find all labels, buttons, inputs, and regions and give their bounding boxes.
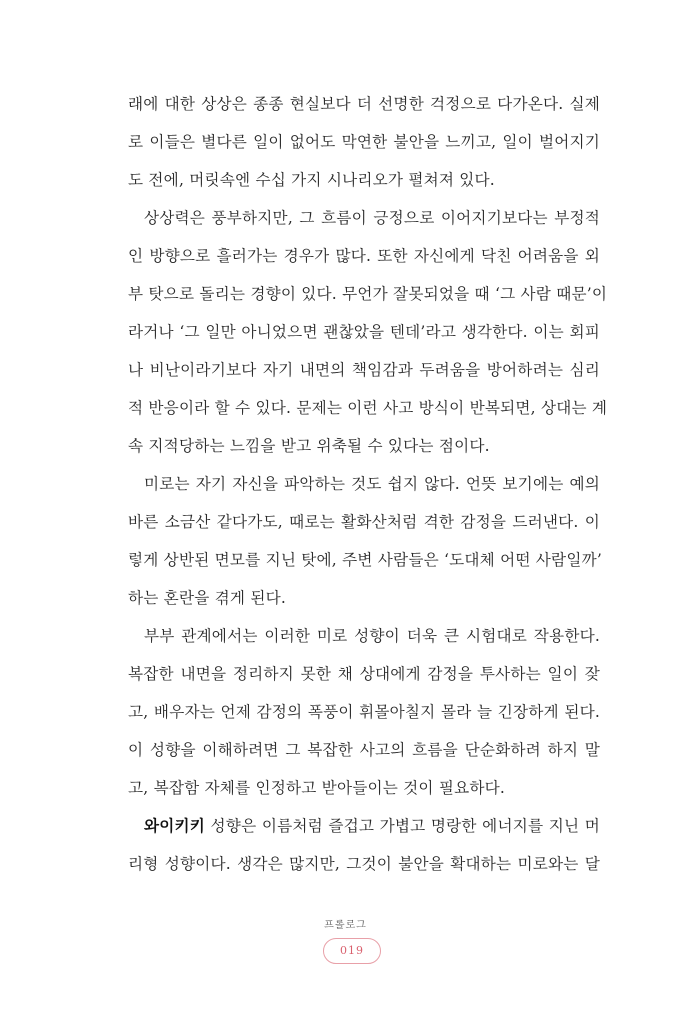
text-line: 고, 복잡함 자체를 인정하고 받아들이는 것이 필요하다.: [128, 779, 506, 797]
text-line: 이 성향을 이해하려면 그 복잡한 사고의 흐름을 단순화하려 하지 말: [128, 741, 600, 759]
text-span: 성향은 이름처럼 즐겁고 가볍고 명랑한 에너지를 지닌 머: [205, 817, 600, 835]
text-line: 나 비난이라기보다 자기 내면의 책임감과 두려움을 방어하려는 심리: [128, 361, 600, 379]
text-line: 인 방향으로 흘러가는 경우가 많다. 또한 자신에게 닥친 어려움을 외: [128, 247, 600, 265]
text-line: 렇게 상반된 면모를 지닌 탓에, 주변 사람들은 ‘도대체 어떤 사람일까’: [128, 551, 602, 569]
page-number: 019: [323, 938, 381, 964]
text-line: 부 탓으로 돌리는 경향이 있다. 무언가 잘못되었을 때 ‘그 사람 때문’이: [128, 285, 608, 303]
text-line: 도 전에, 머릿속엔 수십 가지 시나리오가 펼쳐져 있다.: [128, 171, 495, 189]
text-line: 미로는 자기 자신을 파악하는 것도 쉽지 않다. 언뜻 보기에는 예의: [144, 475, 600, 493]
text-line: 복잡한 내면을 정리하지 못한 채 상대에게 감정을 투사하는 일이 잦: [128, 665, 600, 683]
text-line: 리형 성향이다. 생각은 많지만, 그것이 불안을 확대하는 미로와는 달: [128, 855, 600, 873]
running-footer-title: 프롤로그: [324, 920, 367, 931]
text-line: [128, 811, 600, 841]
text-line: 래에 대한 상상은 종종 현실보다 더 선명한 걱정으로 다가온다. 실제: [128, 95, 600, 113]
text-line: 라거나 ‘그 일만 아니었으면 괜찮았을 텐데’라고 생각한다. 이는 회피: [128, 323, 600, 341]
text-line: 적 반응이라 할 수 있다. 문제는 이런 사고 방식이 반복되면, 상대는 계: [128, 399, 608, 417]
text-line: 고, 배우자는 언제 감정의 폭풍이 휘몰아칠지 몰라 늘 긴장하게 된다.: [128, 703, 600, 721]
text-line: 바른 소금산 같다가도, 때로는 활화산처럼 격한 감정을 드러낸다. 이: [128, 513, 600, 531]
text-line: 하는 혼란을 겪게 된다.: [128, 589, 286, 607]
bold-term: 와이키키: [144, 816, 206, 835]
text-line: 속 지적당하는 느낌을 받고 위축될 수 있다는 점이다.: [128, 437, 490, 455]
text-line: 로 이들은 별다른 일이 없어도 막연한 불안을 느끼고, 일이 벌어지기: [128, 133, 600, 151]
text-line: 부부 관계에서는 이러한 미로 성향이 더욱 큰 시험대로 작용한다.: [144, 627, 600, 645]
text-line: 상상력은 풍부하지만, 그 흐름이 긍정으로 이어지기보다는 부정적: [144, 209, 600, 227]
